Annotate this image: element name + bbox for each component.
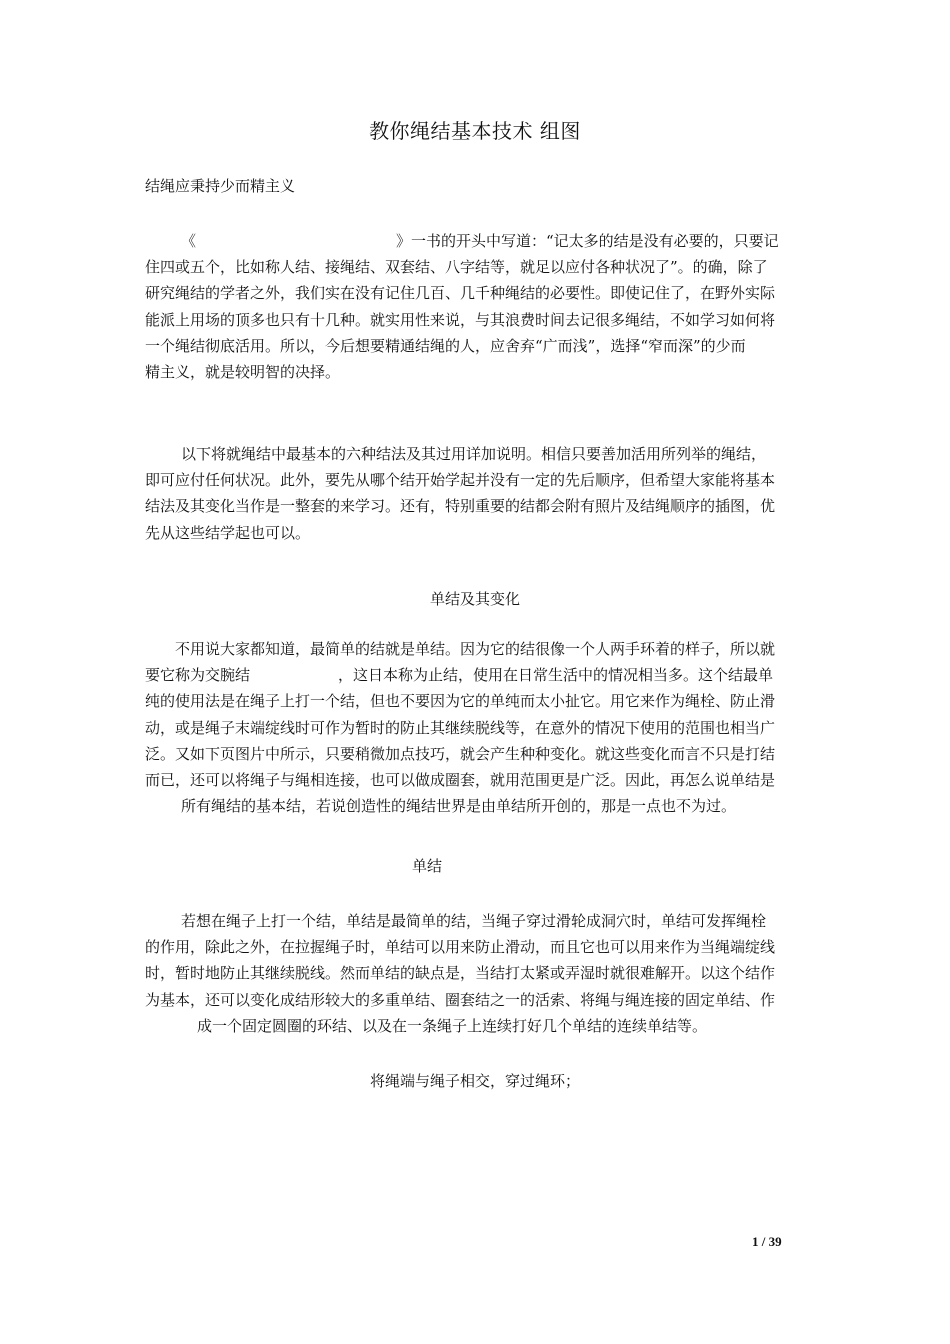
paragraph-overhand-knot (145, 636, 807, 819)
paragraph-line: 能派上用场的顶多也只有十几种。就实用性来说，与其浪费时间去记很多绳结，不如学习如何将 (145, 310, 776, 329)
paragraph-line: 若想在绳子上打一个结，单结是最简单的结，当绳子穿过滑轮成洞穴时，单结可发挥绳栓 (181, 912, 767, 930)
paragraph-line: 而已，还可以将绳子与绳相连接，也可以做成圈套，就用范围更是广泛。因此，再怎么说单结是 (145, 771, 776, 790)
paragraph-line: 泛。又如下页图片中所示，只要稍微加点技巧，就会产生种种变化。就这些变化而言不只是打结 (145, 744, 776, 763)
paragraph-line: 成一个固定圆圈的环结、以及在一条绳子上连续打好几个单结的连续单结等。 (197, 1016, 708, 1035)
paragraph-line: 一个绳结彻底活用。所以，今后想要精通结绳的人，应舍弃“广而浅”，选择“窄而深”的少而 (145, 336, 746, 355)
paragraph-line: 以下将就绳结中最基本的六种结法及其过用详加说明。相信只要善加活用所列举的绳结， (181, 445, 767, 463)
paragraph-line: 不用说大家都知道，最简单的结就是单结。因为它的结很像一个人两手环着的样子，所以就 (175, 640, 776, 658)
paragraph-line: 研究绳结的学者之外，我们实在没有记住几百、几千种绳结的必要性。即使记住了，在野外实际 (145, 284, 776, 303)
page-number: 1 / 39 (752, 1234, 782, 1249)
figure-caption: 将绳端与绳子相交，穿过绳环； (369, 1072, 580, 1090)
paragraph-line: 纯的使用法是在绳子上打一个结，但也不要因为它的单纯而太小扯它。用它来作为绳栓、防止滑 (145, 692, 776, 711)
paragraph-intro (145, 228, 807, 385)
paragraph-line: 动，或是绳子末端绽线时可作为暂时的防止其继续脱线等，在意外的情况下使用的范围也相当广 (145, 718, 776, 737)
paragraph-line: 的作用，除此之外，在拉握绳子时，单结可以用来防止滑动，而且它也可以用来作为当绳端绽线 (145, 938, 776, 957)
paragraph-line: 《 》一书的开头中写道：“记太多的结是没有必要的，只要记 (181, 232, 779, 250)
paragraph-overview (145, 441, 807, 546)
paragraph-line: 为基本，还可以变化成结形较大的多重单结、圈套结之一的活索、将绳与绳连接的固定单结、作 (145, 990, 776, 1009)
paragraph-line: 要它称为交腕结 ，这日本称为止结，使用在日常生活中的情况相当多。这个结最单 (145, 666, 774, 685)
paragraph-line: 时，暂时地防止其继续脱线。然而单结的缺点是，当结打太紧或弄湿时就很难解开。以这个结作 (145, 964, 776, 983)
paragraph-line: 所有绳结的基本结，若说创造性的绳结世界是由单结所开创的，那是一点也不为过。 (181, 797, 737, 816)
document-title: 教你绳结基本技术 组图 (369, 119, 581, 143)
section-heading: 单结及其变化 (429, 590, 520, 608)
paragraph-line: 先从这些结学起也可以。 (145, 523, 311, 542)
document-subtitle: 结绳应秉持少而精主义 (145, 177, 296, 195)
paragraph-line: 精主义，就是较明智的决择。 (145, 363, 341, 382)
paragraph-single-knot (145, 908, 807, 1039)
paragraph-line: 即可应付任何状况。此外，要先从哪个结开始学起并没有一定的先后顺序，但希望大家能将基本 (145, 471, 776, 490)
paragraph-line: 住四或五个，比如称人结、接绳结、双套结、八字结等，就足以应付各种状况了”。的确，除了 (145, 258, 768, 277)
paragraph-line: 结法及其变化当作是一整套的来学习。还有，特别重要的结都会附有照片及结绳顺序的插图，优 (145, 497, 776, 516)
sub-heading: 单结 (411, 857, 442, 875)
